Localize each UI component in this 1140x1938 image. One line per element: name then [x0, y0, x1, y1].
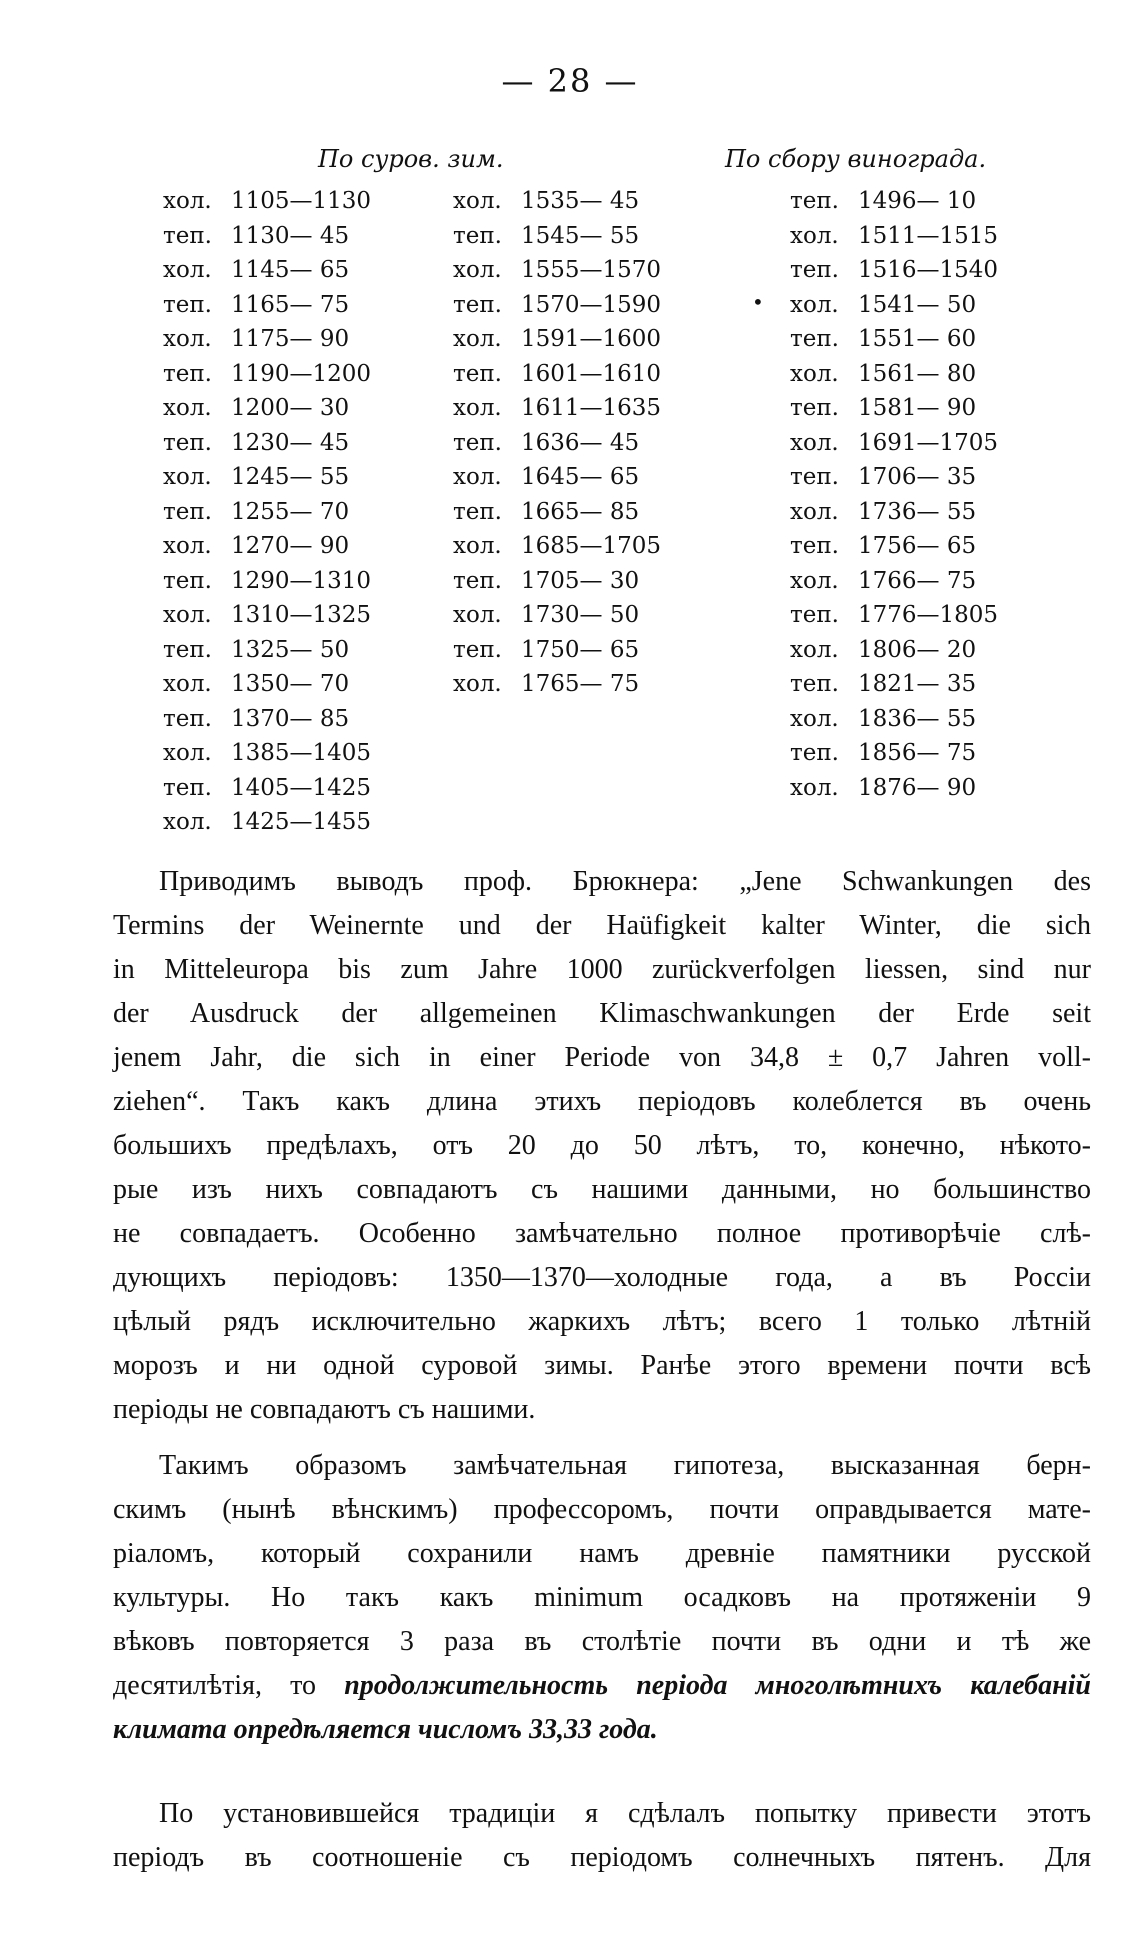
period-type: хол.	[790, 498, 839, 525]
emphasized-text: климата опредѣляется числомъ 33,33 года.	[113, 1714, 658, 1745]
period-row	[453, 667, 661, 702]
period-type: хол.	[163, 533, 212, 559]
period-row	[163, 702, 371, 737]
period-years: 1636— 45	[521, 429, 640, 456]
period-row	[163, 253, 371, 288]
period-type: хол.	[790, 291, 839, 318]
period-type: хол.	[163, 671, 212, 697]
period-row	[790, 426, 998, 461]
period-type: хол.	[790, 222, 839, 249]
period-row	[163, 426, 371, 461]
period-type: теп.	[163, 567, 212, 594]
period-years: 1325— 50	[231, 636, 350, 663]
period-type: теп.	[163, 429, 212, 456]
period-row	[453, 322, 661, 357]
period-years: 1591—1600	[521, 326, 662, 352]
period-row	[453, 564, 661, 599]
period-type: хол.	[163, 740, 212, 766]
period-years: 1581— 90	[858, 395, 977, 421]
period-years: 1130— 45	[231, 222, 350, 249]
period-row	[790, 184, 998, 219]
text-line	[113, 1664, 1091, 1708]
period-type: хол.	[790, 429, 839, 456]
period-row	[453, 357, 661, 392]
period-type: хол.	[453, 395, 502, 421]
period-type: хол.	[790, 705, 839, 732]
period-years: 1145— 65	[231, 257, 350, 283]
period-type: теп.	[790, 671, 839, 697]
period-row	[790, 219, 998, 254]
period-type: хол.	[453, 671, 502, 697]
period-row	[163, 460, 371, 495]
period-years: 1836— 55	[858, 705, 977, 732]
period-type: теп.	[163, 360, 212, 387]
text-line: морозъ и ни одной суровой зимы. Ранѣе этого времени почти всѣ	[113, 1350, 1091, 1381]
period-years: 1561— 80	[858, 360, 977, 387]
period-type: хол.	[453, 257, 502, 283]
period-row	[163, 736, 371, 771]
period-type: теп.	[453, 636, 502, 663]
period-row	[790, 322, 998, 357]
period-row	[790, 702, 998, 737]
period-years: 1705— 30	[521, 567, 640, 594]
period-years: 1766— 75	[858, 567, 977, 594]
period-row	[790, 357, 998, 392]
period-years: 1245— 55	[231, 464, 350, 490]
period-row	[163, 288, 371, 323]
period-row	[163, 598, 371, 633]
period-years: 1706— 35	[858, 464, 977, 490]
period-column-1	[163, 184, 371, 840]
text-line: ріаломъ, который сохранили намъ древніе памятники русской	[113, 1538, 1091, 1569]
period-row	[453, 288, 661, 323]
text-line: большихъ предѣлахъ, отъ 20 до 50 лѣтъ, то, конечно, нѣкото-	[113, 1130, 1091, 1161]
period-years: 1350— 70	[231, 671, 350, 697]
period-column-3	[790, 184, 998, 805]
period-row	[790, 736, 998, 771]
period-years: 1691—1705	[858, 429, 999, 456]
period-type: хол.	[453, 326, 502, 352]
period-years: 1516—1540	[858, 257, 999, 283]
period-years: 1270— 90	[231, 533, 350, 559]
period-years: 1105—1130	[231, 188, 372, 214]
text-line: jenem Jahr, die sich in einer Periode von 34,8 ± 0,7 Jahren voll-	[113, 1042, 1091, 1073]
period-years: 1370— 85	[231, 705, 350, 732]
period-row	[453, 391, 661, 426]
period-row	[790, 529, 998, 564]
text-line: вѣковъ повторяется 3 раза въ столѣтіе почти въ одни и тѣ же	[113, 1626, 1091, 1657]
period-row	[790, 598, 998, 633]
period-years: 1611—1635	[521, 395, 662, 421]
period-years: 1535— 45	[521, 188, 640, 214]
period-years: 1856— 75	[858, 740, 977, 766]
period-row	[790, 564, 998, 599]
period-type: хол.	[163, 602, 212, 628]
period-type: хол.	[790, 360, 839, 387]
period-type: теп.	[790, 395, 839, 421]
period-type: хол.	[163, 464, 212, 490]
period-row	[163, 391, 371, 426]
period-years: 1601—1610	[521, 360, 662, 387]
period-type: теп.	[790, 464, 839, 490]
period-row	[163, 219, 371, 254]
period-years: 1310—1325	[231, 602, 372, 628]
period-row	[453, 426, 661, 461]
period-type: теп.	[453, 567, 502, 594]
period-years: 1736— 55	[858, 498, 977, 525]
period-type: теп.	[163, 774, 212, 801]
text-line: періодъ въ соотношеніе съ періодомъ солнечныхъ пятенъ. Для	[113, 1842, 1091, 1873]
period-type: хол.	[163, 257, 212, 283]
period-row	[453, 460, 661, 495]
period-row	[163, 529, 371, 564]
period-type: теп.	[453, 360, 502, 387]
period-row	[453, 253, 661, 288]
text-line: Такимъ образомъ замѣчательная гипотеза, высказанная берн-	[159, 1450, 1091, 1481]
period-years: 1175— 90	[231, 326, 350, 352]
period-row	[453, 598, 661, 633]
text-line: дующихъ періодовъ: 1350—1370—холодные года, а въ Россіи	[113, 1262, 1091, 1293]
period-type: хол.	[790, 567, 839, 594]
period-years: 1541— 50	[858, 291, 977, 318]
period-type: теп.	[790, 257, 839, 283]
text-line: періоды не совпадаютъ съ нашими.	[113, 1394, 536, 1425]
period-years: 1496— 10	[858, 188, 977, 214]
period-type: теп.	[453, 291, 502, 318]
heading-grape-harvest: По сбору винограда.	[725, 145, 987, 173]
period-type: теп.	[453, 429, 502, 456]
period-row	[790, 288, 998, 323]
period-row	[163, 771, 371, 806]
period-row	[790, 391, 998, 426]
period-row	[163, 357, 371, 392]
period-row	[453, 184, 661, 219]
period-row	[163, 495, 371, 530]
text-line: Termins der Weinernte und der Haüfigkeit kalter Winter, die sich	[113, 910, 1091, 941]
text-line: По установившейся традиціи я сдѣлалъ попытку привести этотъ	[159, 1798, 1091, 1829]
period-type: теп.	[163, 705, 212, 732]
period-type: теп.	[453, 222, 502, 249]
period-row	[163, 564, 371, 599]
period-type: хол.	[163, 395, 212, 421]
text-span: десятилѣтія, то	[113, 1670, 345, 1701]
period-years: 1750— 65	[521, 636, 640, 663]
period-years: 1776—1805	[858, 602, 999, 628]
period-years: 1665— 85	[521, 498, 640, 525]
period-type: хол.	[163, 326, 212, 352]
period-row	[453, 219, 661, 254]
period-years: 1165— 75	[231, 291, 350, 318]
period-row	[790, 495, 998, 530]
text-line: рые изъ нихъ совпадаютъ съ нашими данными, но большинство	[113, 1174, 1091, 1205]
period-type: хол.	[453, 188, 502, 214]
text-line: не совпадаетъ. Особенно замѣчательно полное противорѣчіе слѣ-	[113, 1218, 1091, 1249]
text-line: Приводимъ выводъ проф. Брюкнера: „Jene Schwankungen des	[159, 866, 1091, 897]
period-type: теп.	[790, 188, 839, 214]
period-row	[163, 805, 371, 840]
period-row	[453, 529, 661, 564]
period-years: 1230— 45	[231, 429, 350, 456]
period-years: 1765— 75	[521, 671, 640, 697]
period-type: теп.	[790, 326, 839, 352]
period-row	[790, 633, 998, 668]
text-line	[113, 1708, 1091, 1752]
period-type: теп.	[163, 222, 212, 249]
period-type: хол.	[790, 774, 839, 801]
paragraph-hypothesis	[113, 1444, 1091, 1752]
period-years: 1730— 50	[521, 602, 640, 628]
text-line: культуры. Но такъ какъ minimum осадковъ на протяженіи 9	[113, 1582, 1091, 1613]
period-row	[790, 460, 998, 495]
period-years: 1425—1455	[231, 809, 372, 835]
emphasized-text: продолжительность періода многолѣтнихъ калебаній	[344, 1670, 1092, 1701]
period-type: хол.	[453, 533, 502, 559]
period-years: 1876— 90	[858, 774, 977, 801]
period-row	[790, 771, 998, 806]
period-years: 1645— 65	[521, 464, 640, 490]
period-years: 1806— 20	[858, 636, 977, 663]
text-line: цѣлый рядъ исключительно жаркихъ лѣтъ; всего 1 только лѣтній	[113, 1306, 1091, 1337]
stray-mark: •	[752, 290, 764, 314]
period-row	[163, 184, 371, 219]
period-type: хол.	[163, 188, 212, 214]
period-row	[790, 253, 998, 288]
period-years: 1405—1425	[231, 774, 372, 801]
period-row	[453, 495, 661, 530]
period-row	[163, 667, 371, 702]
period-row	[790, 667, 998, 702]
period-type: теп.	[163, 498, 212, 525]
period-type: теп.	[790, 740, 839, 766]
period-row	[453, 633, 661, 668]
period-years: 1190—1200	[231, 360, 372, 387]
period-years: 1551— 60	[858, 326, 977, 352]
period-years: 1555—1570	[521, 257, 662, 283]
paragraph-sunspots	[113, 1792, 1091, 1880]
page-number: — 28 —	[501, 62, 639, 100]
text-line: der Ausdruck der allgemeinen Klimaschwankungen der Erde seit	[113, 998, 1091, 1029]
paragraph-brueckner-conclusion	[113, 860, 1091, 1432]
period-years: 1385—1405	[231, 740, 372, 766]
period-type: теп.	[790, 602, 839, 628]
period-years: 1821— 35	[858, 671, 977, 697]
period-type: хол.	[163, 809, 212, 835]
period-years: 1511—1515	[858, 222, 999, 249]
period-years: 1756— 65	[858, 533, 977, 559]
period-years: 1255— 70	[231, 498, 350, 525]
period-years: 1570—1590	[521, 291, 662, 318]
period-column-2	[453, 184, 661, 702]
text-line: ziehen“. Такъ какъ длина этихъ періодовъ колеблется въ очень	[113, 1086, 1091, 1117]
period-type: хол.	[790, 636, 839, 663]
heading-severe-winters: По суров. зим.	[318, 145, 504, 173]
period-type: хол.	[453, 464, 502, 490]
period-type: теп.	[453, 498, 502, 525]
period-years: 1200— 30	[231, 395, 350, 421]
text-line: скимъ (нынѣ вѣнскимъ) профессоромъ, почти оправдывается мате-	[113, 1494, 1091, 1525]
period-type: теп.	[163, 636, 212, 663]
text-line: in Mitteleuropa bis zum Jahre 1000 zurückverfolgen liessen, sind nur	[113, 954, 1091, 985]
period-row	[163, 633, 371, 668]
period-years: 1685—1705	[521, 533, 662, 559]
period-years: 1290—1310	[231, 567, 372, 594]
period-type: теп.	[790, 533, 839, 559]
period-row	[163, 322, 371, 357]
period-type: хол.	[453, 602, 502, 628]
period-type: теп.	[163, 291, 212, 318]
period-years: 1545— 55	[521, 222, 640, 249]
